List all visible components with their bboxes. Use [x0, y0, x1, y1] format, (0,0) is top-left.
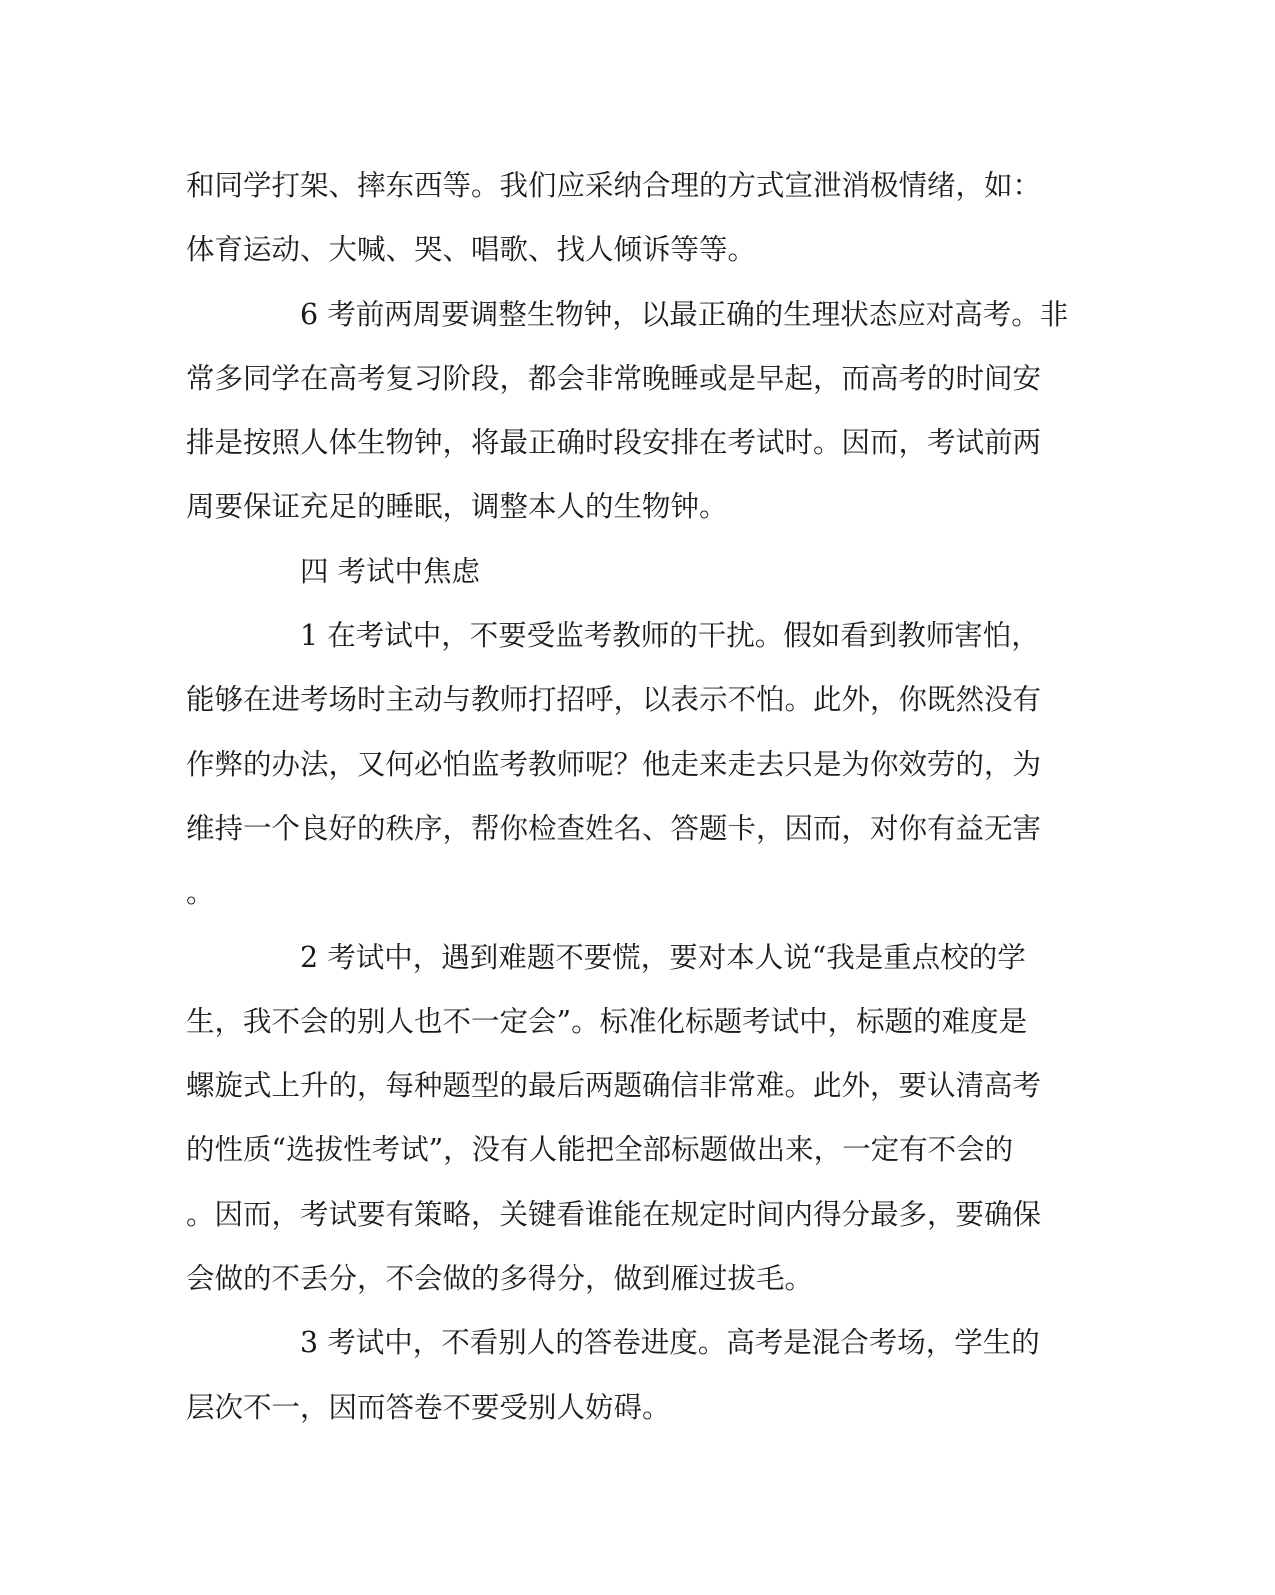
paragraph-start-line: 2 考试中，遇到难题不要慌，要对本人说“我是重点校的学: [300, 940, 1026, 974]
text-line: 排是按照人体生物钟，将最正确时段安排在考试时。因而，考试前两: [186, 426, 1042, 460]
document-body: [186, 154, 1069, 1440]
text-line: 生，我不会的别人也不一定会”。标准化标题考试中，标题的难度是: [186, 1004, 1028, 1038]
text-line: 和同学打架、摔东西等。我们应采纳合理的方式宣泄消极情绪，如：: [186, 169, 1042, 202]
text-line: 作弊的办法，又何必怕监考教师呢？他走来走去只是为你效劳的，为: [186, 747, 1042, 781]
text-line: 层次不一，因而答卷不要受别人妨碍。: [186, 1390, 671, 1424]
text-line: 能够在进考场时主动与教师打招呼，以表示不怕。此外，你既然没有: [186, 683, 1042, 717]
paragraph-start-line: 6 考前两周要调整生物钟，以最正确的生理状态应对高考。非: [300, 297, 1069, 331]
text-line: 的性质“选拔性考试”，没有人能把全部标题做出来，一定有不会的: [186, 1133, 1014, 1167]
text-line: 维持一个良好的秩序，帮你检查姓名、答题卡，因而，对你有益无害: [186, 811, 1042, 845]
text-line: 。: [186, 876, 215, 910]
text-line: 体育运动、大喊、哭、唱歌、找人倾诉等等。: [186, 233, 757, 267]
text-line: 螺旋式上升的，每种题型的最后两题确信非常难。此外，要认清高考: [186, 1069, 1042, 1103]
text-line: 会做的不丢分，不会做的多得分，做到雁过拔毛。: [186, 1262, 814, 1296]
text-line: 常多同学在高考复习阶段，都会非常晚睡或是早起，而高考的时间安: [186, 361, 1042, 395]
paragraph-start-line: 1 在考试中，不要受监考教师的干扰。假如看到教师害怕，: [300, 619, 1040, 653]
text-line: 。因而，考试要有策略，关键看谁能在规定时间内得分最多，要确保: [186, 1197, 1042, 1231]
section-heading: 四 考试中焦虑: [300, 554, 481, 588]
text-line: 周要保证充足的睡眠，调整本人的生物钟。: [186, 490, 728, 524]
paragraph-start-line: 3 考试中，不看别人的答卷进度。高考是混合考场，学生的: [300, 1326, 1040, 1360]
